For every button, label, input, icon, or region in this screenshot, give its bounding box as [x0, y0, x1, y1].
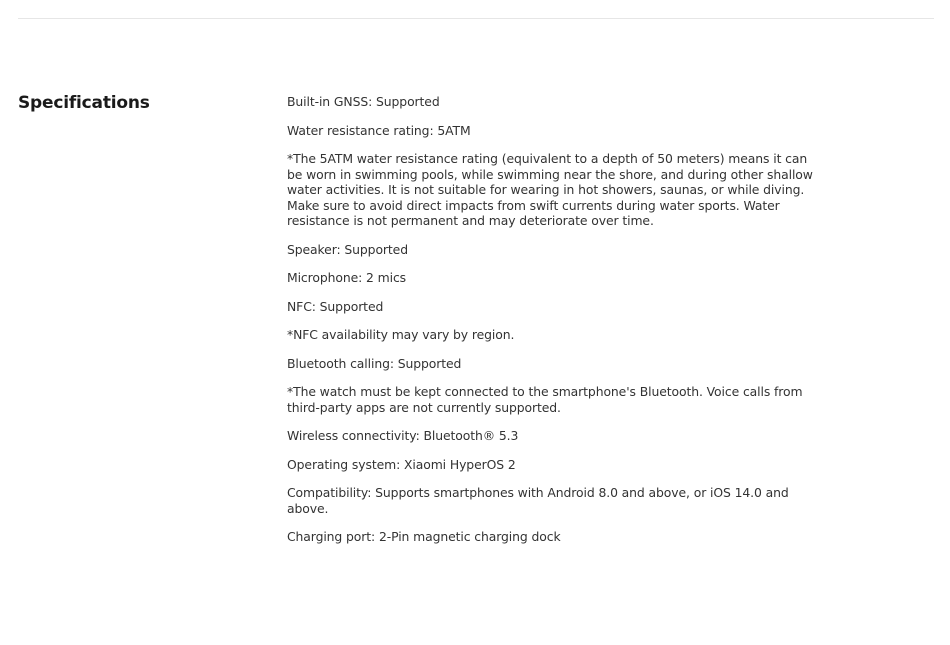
spec-list: [287, 94, 817, 558]
spec-note-water-resistance: *The 5ATM water resistance rating (equivalent to a depth of 50 meters) means it can be worn in swimming pools, while swimming near the shore, and during other shallow water activities. It is not suitable for wearing in hot showers, saunas, or while diving. Make sure to avoid direct impacts from swift currents during water sports. Water resistance is not permanent and may deteriorate over time.: [287, 151, 813, 228]
section-divider: [18, 18, 934, 19]
spec-item-nfc: NFC: Supported: [287, 298, 384, 314]
spec-item-wireless-connectivity: Wireless connectivity: Bluetooth® 5.3: [287, 428, 519, 443]
spec-item-operating-system: Operating system: Xiaomi HyperOS 2: [287, 456, 516, 472]
spec-note-nfc: *NFC availability may vary by region.: [287, 327, 515, 342]
spec-item-speaker: Speaker: Supported: [287, 241, 408, 257]
spec-note-bluetooth-calling: *The watch must be kept connected to the smartphone's Bluetooth. Voice calls from third-party apps are not currently supported.: [287, 384, 803, 415]
section-title: Specifications: [18, 93, 150, 113]
spec-item-water-resistance: Water resistance rating: 5ATM: [287, 122, 471, 138]
spec-item-bluetooth-calling: Bluetooth calling: Supported: [287, 355, 462, 371]
spec-item-charging-port: Charging port: 2-Pin magnetic charging dock: [287, 529, 561, 544]
spec-item-microphone: Microphone: 2 mics: [287, 270, 407, 285]
spec-item-gnss: Built-in GNSS: Supported: [287, 94, 440, 109]
spec-item-compatibility: Compatibility: Supports smartphones with Android 8.0 and above, or iOS 14.0 and above.: [287, 485, 789, 516]
